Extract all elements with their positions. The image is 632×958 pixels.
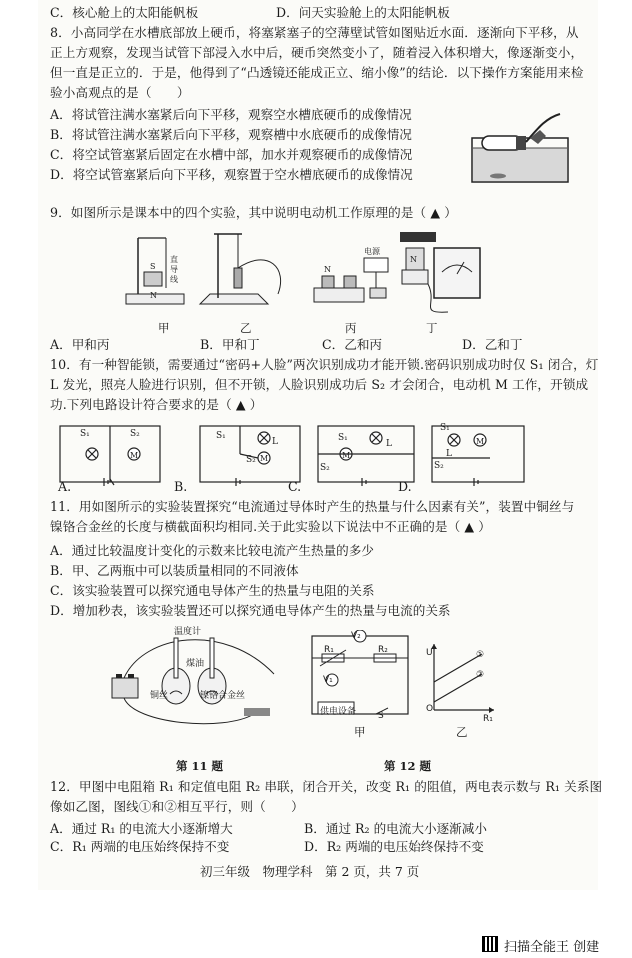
q12-label-r1: R₁ [324,645,334,655]
q11-option-b: B．甲、乙两瓶中可以装质量相同的不同液体 [50,563,299,578]
q12-graph-axis-r1: R₁ [483,714,493,724]
svg-text:M: M [342,451,351,460]
svg-text:S₁: S₁ [80,429,90,439]
q12-figure-graph-yi [426,640,498,718]
q9-option-b: B．甲和丁 [200,337,260,352]
q12-option-b: B．通过 R₂ 的电流大小逐渐减小 [304,821,487,836]
q12-graph-axis-u: U [426,648,433,658]
q9-fig-bing-apparatus [314,246,388,302]
q7-option-d: D．问天实验舱上的太阳能帆板 [276,5,450,20]
svg-text:M: M [130,451,139,460]
q9-fig-yi-apparatus [200,234,281,304]
q12-label-supply: 供电设备 [320,707,357,717]
q9-label-yi: 乙 [240,321,252,335]
q11-option-c: C．该实验装置可以探究通电导体产生的热量与电阻的关系 [50,583,375,598]
q12-graph-line-1: ① [476,650,485,660]
svg-text:电源: 电源 [364,247,380,256]
q12-option-d: D．R₂ 两端的电压始终保持不变 [304,839,484,854]
q8-option-c: C．将空试管塞紧后固定在水槽中部，加水并观察硬币的成像情况 [50,147,413,162]
q8-stem-line-3: 但一直是正立的．于是，他得到了“凸透镜还能成正立、缩小像”的结论．以下操作方案能用来检 [50,65,584,80]
q9-label-ding: 丁 [426,321,438,335]
svg-text:M: M [476,437,485,446]
svg-text:直: 直 [170,255,178,264]
page-footer: 初三年级 物理学科 第 2 页，共 7 页 [200,864,420,879]
q11-option-d: D．增加秒表，该实验装置还可以探究通电导体产生的热量与电流的关系 [50,603,451,618]
q11-stem-line-2: 镍铬合金丝的长度与横截面积均相同.关于此实验以下说法中不正确的是（ ▲ ） [50,519,491,534]
q12-label-yi: 乙 [456,725,468,739]
svg-text:S₂: S₂ [130,429,140,439]
q10-circuit-a [60,426,160,486]
q12-label-r2: R₂ [378,645,388,655]
q12-option-c: C．R₁ 两端的电压始终保持不变 [50,839,230,854]
svg-text:S₂: S₂ [246,455,256,465]
q8-option-a: A．将试管注满水塞紧后向下平移，观察空水槽底硬币的成像情况 [50,107,412,122]
q10-option-a-label: A. [58,479,72,494]
svg-text:N: N [150,291,157,300]
q10-option-b-label: B. [174,479,188,494]
svg-text:S₂: S₂ [434,461,444,471]
svg-text:M: M [260,454,269,463]
q12-label-v2: V₂ [351,631,361,641]
svg-text:S₁: S₁ [440,423,450,433]
q8-option-b: B．将试管注满水塞紧后向下平移，观察槽中水底硬币的成像情况 [50,127,412,142]
q9-option-d: D．乙和丁 [462,337,523,352]
svg-text:L: L [272,437,278,447]
q11-option-a: A．通过比较温度计变化的示数来比较电流产生热量的多少 [50,543,374,558]
q8-stem-line-1: 8．小高同学在水槽底部放上硬币，将塞紧塞子的空薄壁试管如图贴近水面．逐渐向下平移，从 [50,25,579,40]
q10-option-c-label: C. [288,479,302,494]
q9-fig-ding-apparatus [400,232,480,312]
q10-circuit-c [318,426,414,486]
q8-stem-line-2: 正上方观察，发现当试管下部浸入水中后，硬币突然变小了，随着浸入体积增大，像逐渐变小， [50,45,584,60]
svg-text:线: 线 [170,275,178,284]
q9-fig-jia-apparatus [126,238,184,304]
svg-text:L: L [386,439,392,449]
q10-stem-line-2: L 发光，照亮人脸进行识别，但不开锁，人脸识别成功后 S₂ 才会闭合，电动机 M 工作，开锁成 [50,377,589,392]
q11-label-kerosene: 煤油 [186,659,205,669]
q8-figure-tube-tank [468,108,572,186]
q8-option-d: D．将空试管塞紧后向下平移，观察置于空水槽底硬币的成像情况 [50,167,413,182]
q12-label-jia: 甲 [354,725,366,739]
q10-stem-line-3: 功.下列电路设计符合要求的是（ ▲ ） [50,397,263,412]
q12-stem-line-2: 像如乙图，图线①和②相互平行，则（ ） [50,799,304,814]
q9-option-c: C．乙和丙 [322,337,383,352]
q9-figures [118,228,488,320]
svg-text:导: 导 [170,265,178,274]
q12-graph-line-2: ② [476,670,485,680]
q12-label-switch: S [378,711,384,721]
q9-stem: 9．如图所示是课本中的四个实验，其中说明电动机工作原理的是（ ▲ ） [50,205,457,220]
q7-option-c: C．核心舱上的太阳能帆板 [50,5,199,20]
q11-figure-heat-apparatus [104,624,280,736]
q11-label-thermometer: 温度计 [174,627,202,637]
q12-stem-line-1: 12．甲图中电阻箱 R₁ 和定值电阻 R₂ 串联，闭合开关，改变 R₁ 的阻值，两电表示数与 R₁ 关系图 [50,779,603,794]
q8-stem-line-4: 验小高观点的是（ ） [50,85,190,100]
q12-option-a: A．通过 R₁ 的电流大小逐渐增大 [50,821,233,836]
q9-option-a: A．甲和丙 [50,337,110,352]
q12-label-v1: V₁ [323,675,333,685]
q9-label-jia: 甲 [158,321,170,335]
svg-text:S₁: S₁ [216,431,226,441]
scanner-watermark: 扫描全能王 创建 [504,940,600,955]
q11-label-nichrome: 镍铬合金丝 [200,691,246,701]
q9-label-bing: 丙 [345,321,357,335]
svg-text:S: S [150,262,156,271]
q10-option-d-label: D. [398,479,412,494]
q12-graph-origin: O [426,704,434,714]
q12-caption: 第 12 题 [384,759,432,773]
svg-text:N: N [410,255,417,264]
svg-text:S₁: S₁ [338,433,348,443]
svg-text:S₂: S₂ [320,463,330,473]
q11-caption: 第 11 题 [176,759,224,773]
q11-label-copper: 铜丝 [150,691,169,701]
svg-text:N: N [324,265,331,274]
q11-stem-line-1: 11．用如图所示的实验装置探究“电流通过导体时产生的热量与什么因素有关”，装置中铜丝与 [50,499,575,514]
svg-text:L: L [446,449,452,459]
q10-stem-line-1: 10．有一种智能锁，需要通过“密码+人脸”两次识别成功才能开锁.密码识别成功时仅 S₁ 闭合，灯 [50,357,599,372]
qr-code-icon [482,936,498,952]
